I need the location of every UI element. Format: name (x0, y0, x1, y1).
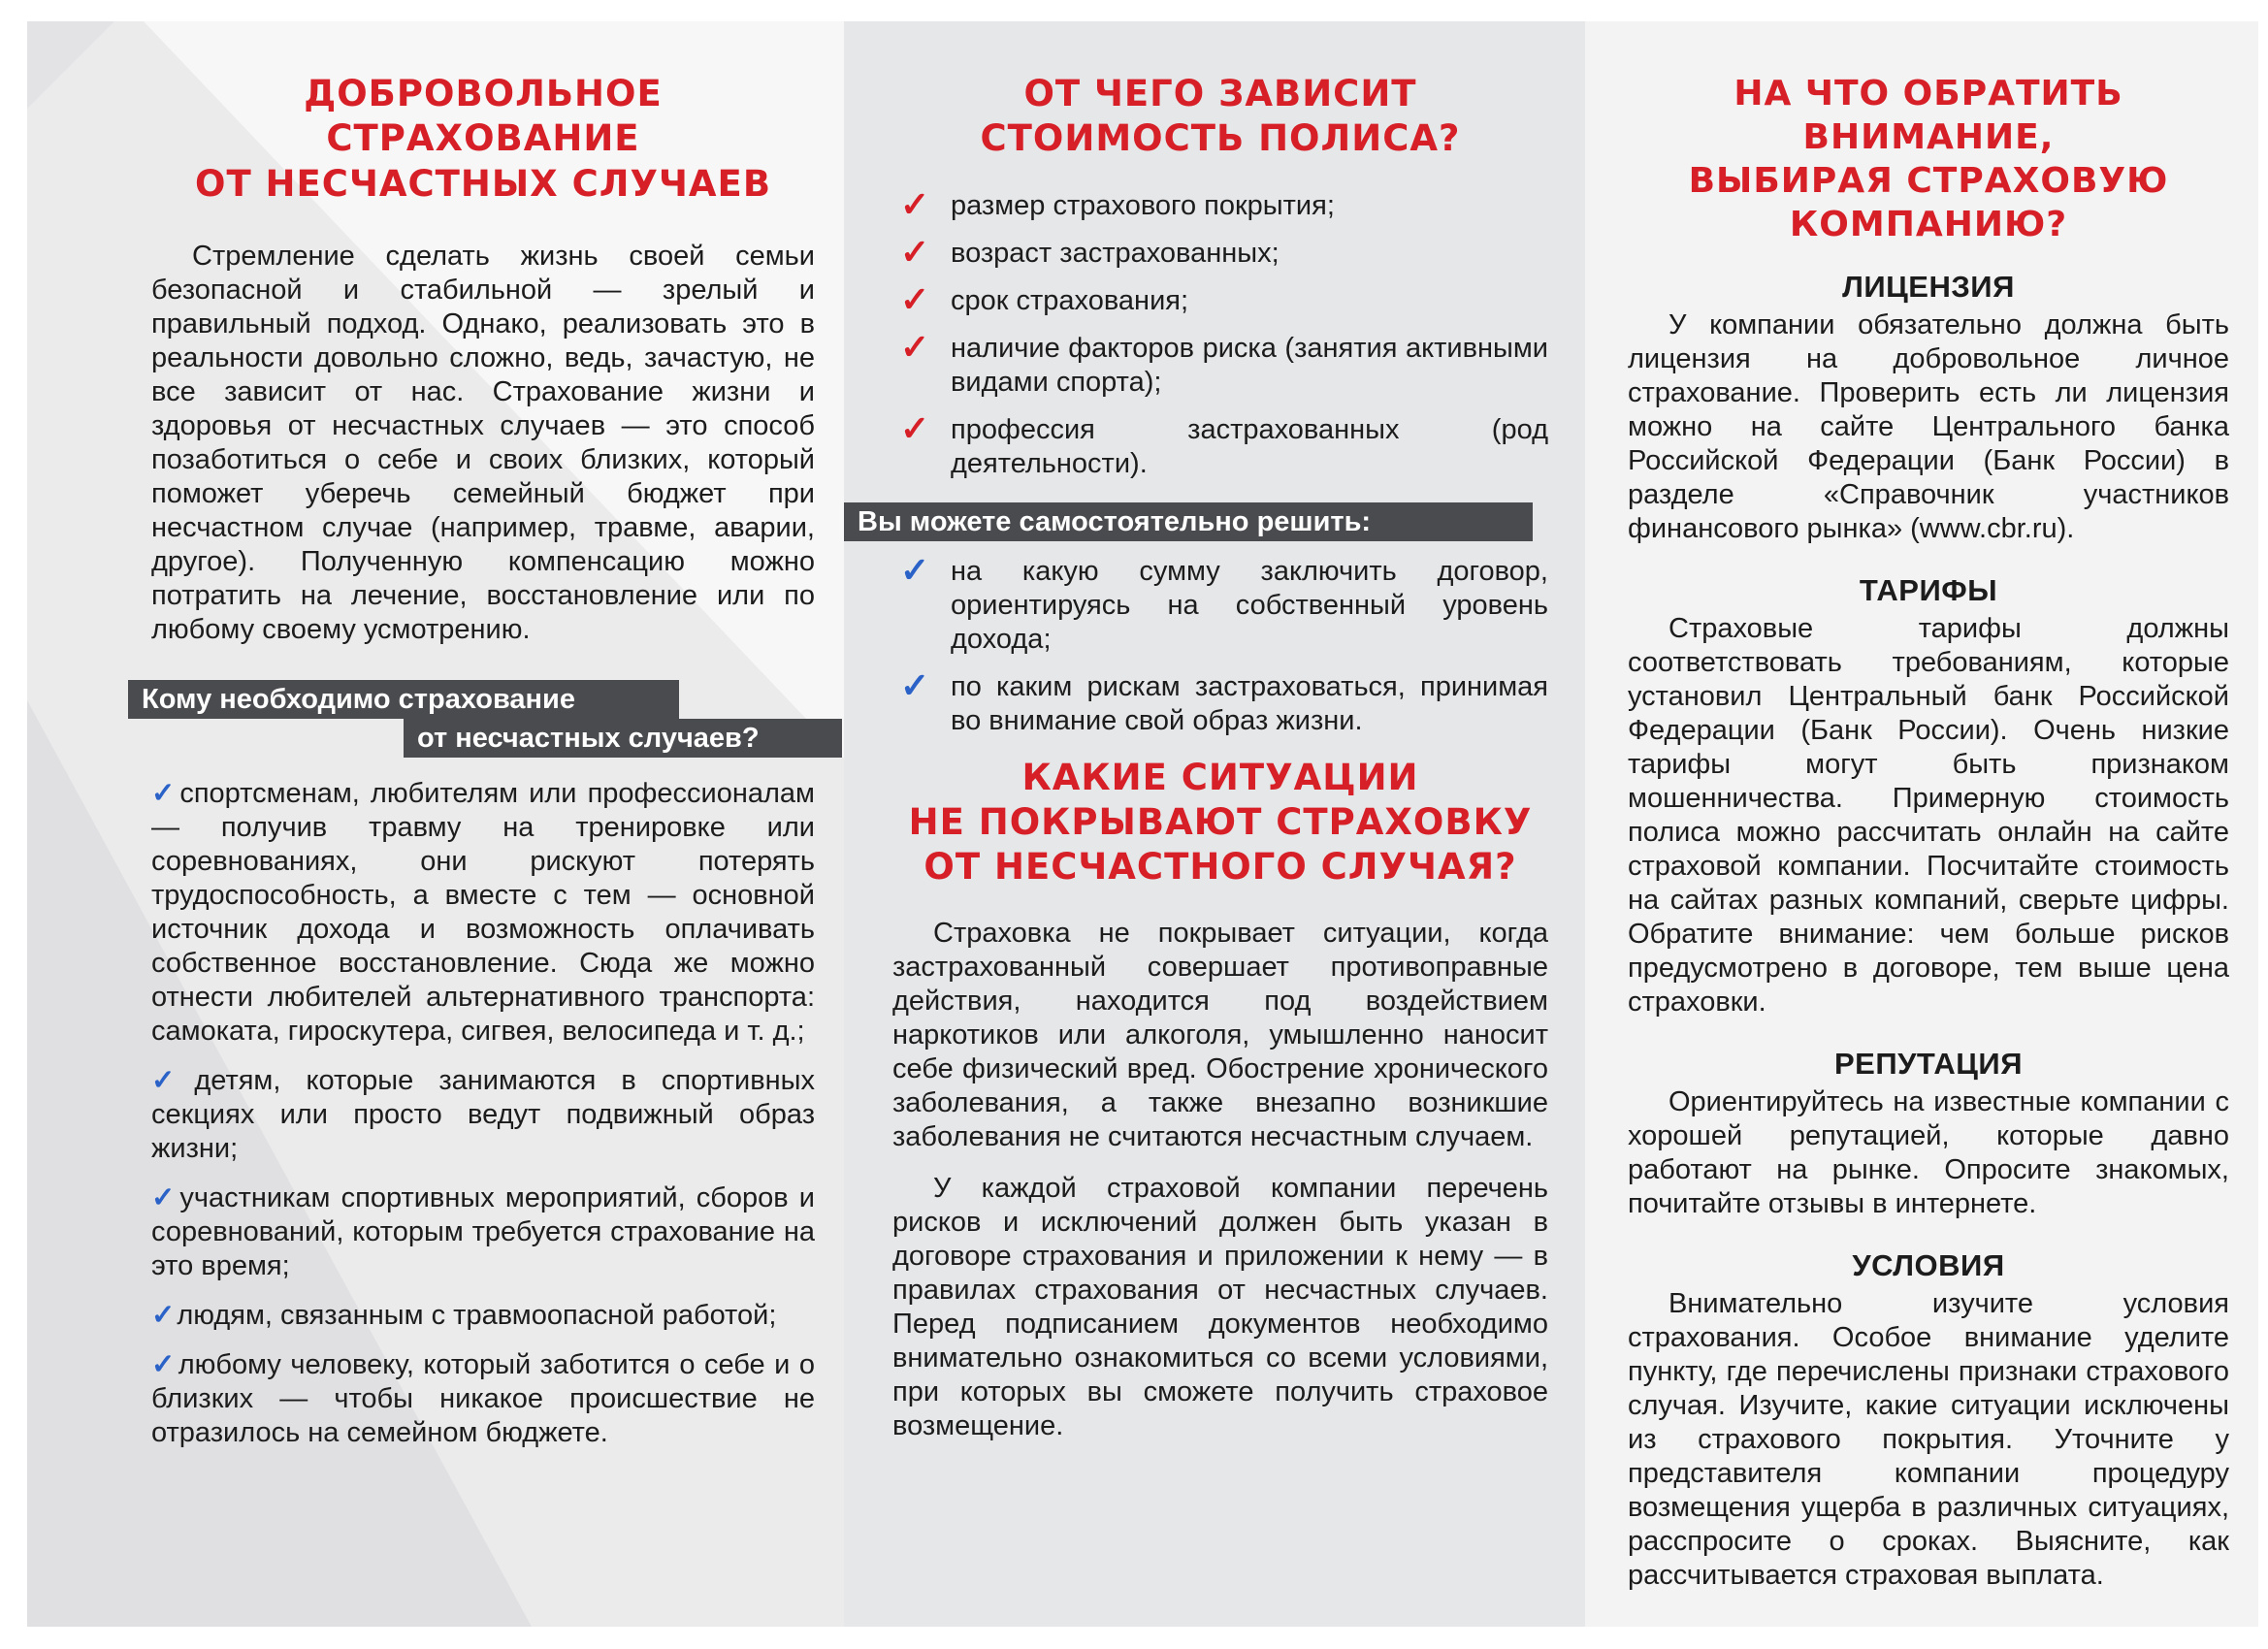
who-needs-banner-line2: от несчастных случаев? (404, 719, 842, 758)
situations-paragraph-2: У каждой страховой компании перечень рисков и исключений должен быть указан в договоре страхования и приложении к нему — в правилах страхования от несчастных случаев. Перед подписанием документов необходимо внимательно ознакомиться со всеми условиями, при которых вы сможете получить страховое возмещение. (892, 1173, 1548, 1442)
check-icon: ✓ (151, 1348, 177, 1380)
situations-title-line1: КАКИЕ СИТУАЦИИ (1021, 756, 1419, 798)
check-icon: ✓ (151, 777, 178, 809)
situations-title (892, 756, 1548, 890)
list-item (892, 231, 1548, 272)
panel3-title (1628, 72, 2229, 246)
situations-paragraph-1: Страховка не покрывает ситуации, когда застрахованный совершает противоправные действия, находится под воздействием наркотиков или алкоголя, умышленно наносит себе физический вред. Обострение хронического заболевания, а также внезапно возникшие заболевания не считаются несчастным случаем. (892, 918, 1548, 1153)
check-icon: ✓ (900, 183, 930, 224)
panel3-title-line2: ВЫБИРАЯ СТРАХОВУЮ (1688, 161, 2169, 201)
list-item (892, 183, 1548, 224)
panel3-title-line3: КОМПАНИЮ? (1789, 205, 2068, 244)
situations-section (892, 756, 1548, 1444)
section-text: Внимательно изучите условия страхования. Особое внимание уделите пункту, где перечислены признаки страхового случая. Изучите, какие ситуации исключены из страхового покрытия. Уточните у представителя компании процедуру возмещения ущерба в различных ситуациях, расспросите о сроках. Выясните, как рассчитывается страховая выплата. (1628, 1288, 2229, 1591)
brochure-sheet (27, 21, 2258, 1627)
panel1-title-line1: ДОБРОВОЛЬНОЕ СТРАХОВАНИЕ (304, 73, 663, 160)
panel2-title-line1: ОТ ЧЕГО ЗАВИСИТ (1023, 73, 1417, 114)
list-item (892, 664, 1548, 738)
list-item-text: любому человеку, который заботится о себе и о близких — чтобы никакое происшествие не отразилось на семейном бюджете. (151, 1348, 815, 1448)
situations-title-line3: ОТ НЕСЧАСТНОГО СЛУЧАЯ? (923, 846, 1517, 888)
list-item-text: по каким рискам застраховаться, принимая во внимание свой образ жизни. (951, 670, 1548, 736)
situations-title-line2: НЕ ПОКРЫВАЮТ СТРАХОВКУ (908, 800, 1533, 843)
section-heading: ЛИЦЕНЗИЯ (1842, 270, 2015, 304)
check-icon: ✓ (900, 664, 930, 705)
section-tariffs (1628, 573, 2229, 1019)
list-item (151, 1064, 815, 1166)
decisions-list (892, 549, 1548, 738)
section-heading: УСЛОВИЯ (1852, 1248, 2005, 1282)
check-icon: ✓ (900, 231, 930, 272)
list-item-text: возраст застрахованных; (951, 237, 1280, 269)
section-license (1628, 270, 2229, 546)
list-item (892, 407, 1548, 481)
section-conditions (1628, 1248, 2229, 1593)
list-item-text: размер страхового покрытия; (951, 189, 1335, 221)
panel3-title-line1: НА ЧТО ОБРАТИТЬ ВНИМАНИЕ, (1733, 74, 2123, 157)
panel-choosing-company (1585, 21, 2258, 1627)
check-icon: ✓ (900, 278, 930, 319)
list-item (892, 278, 1548, 319)
panel1-intro-paragraph: Стремление сделать жизнь своей семьи безопасной и стабильной — зрелый и правильный подход. Однако, реализовать это в реальности довольно сложно, ведь, зачастую, не все зависит от нас. Страхование жизни и здоровья от несчастных случаев — это способ позаботиться о себе и своих близких, который поможет уберечь семейный бюджет при несчастном случае (например, травме, аварии, другое). Полученную компенсацию можно потратить на лечение, восстановление или по любому своему усмотрению. (151, 240, 815, 645)
check-icon: ✓ (151, 1181, 178, 1213)
panel-policy-cost (844, 21, 1585, 1627)
panel-voluntary-insurance (27, 21, 844, 1627)
list-item-text: детям, которые занимаются в спортивных секциях или просто ведут подвижный образ жизни; (151, 1064, 815, 1164)
list-item-text: участникам спортивных мероприятий, сборов и соревнований, которым требуется страхование на это время; (151, 1181, 815, 1281)
section-text: Страховые тарифы должны соответствовать требованиям, которые установил Центральный банк Российской Федерации (Банк России). Очень низкие тарифы могут быть признаком мошенничества. Примерную стоимость полиса можно рассчитать онлайн на сайте страховой компании. Посчитайте стоимость на сайтах разных компаний, сверьте цифры. Обратите внимание: чем больше рисков предусмотрено в договоре, тем выше цена страховки. (1628, 613, 2229, 1018)
panel2-title-line2: СТОИМОСТЬ ПОЛИСА? (980, 117, 1461, 160)
check-icon: ✓ (151, 1064, 193, 1096)
list-item (151, 1299, 815, 1333)
section-heading: РЕПУТАЦИЯ (1834, 1047, 2023, 1081)
section-text: Ориентируйтесь на известные компании с хорошей репутацией, которые давно работают на рынке. Опросите знакомых, почитайте отзывы в интернете. (1628, 1086, 2229, 1219)
list-item-text: людям, связанным с травмоопасной работой; (177, 1299, 777, 1331)
check-icon: ✓ (900, 549, 930, 590)
you-can-decide-banner: Вы можете самостоятельно решить: (844, 502, 1533, 541)
list-item-text: на какую сумму заключить договор, ориентируясь на собственный уровень дохода; (951, 555, 1548, 655)
panel1-title (151, 72, 815, 207)
section-text: У компании обязательно должна быть лицензия на добровольное личное страхование. Проверить есть ли лицензия можно на сайте Центрального банка Российской Федерации (Банк России) в разделе «Справочник участников финансового рынка» (www.cbr.ru). (1628, 309, 2229, 544)
who-needs-banner-line1: Кому необходимо страхование (128, 680, 679, 719)
list-item-text: спортсменам, любителям или профессионалам — получив травму на тренировке или соревнованиях, они рискуют потерять трудоспособность, а вместе с тем — основной источник дохода и возможность оплачивать собственное восстановление. Сюда же можно отнести любителей альтернативного транспорта: самоката, гироскутера, сигвея, велосипеда и т. д.; (151, 777, 815, 1047)
list-item (151, 1181, 815, 1283)
list-item-text: наличие факторов риска (занятия активными видами спорта); (951, 332, 1548, 398)
check-icon: ✓ (900, 326, 930, 367)
panel1-title-line2: ОТ НЕСЧАСТНЫХ СЛУЧАЕВ (194, 162, 772, 205)
list-item (151, 777, 815, 1049)
list-item (892, 549, 1548, 657)
section-heading: ТАРИФЫ (1859, 573, 1998, 607)
list-item-text: срок страхования; (951, 284, 1189, 316)
check-icon: ✓ (151, 1299, 176, 1331)
panel2-title (892, 72, 1548, 162)
section-reputation (1628, 1047, 2229, 1221)
check-icon: ✓ (900, 407, 930, 448)
list-item-text: профессия застрахованных (род деятельности). (951, 413, 1548, 479)
list-item (151, 1348, 815, 1450)
list-item (892, 326, 1548, 400)
who-needs-list (151, 777, 815, 1450)
cost-factors-list (892, 183, 1548, 481)
